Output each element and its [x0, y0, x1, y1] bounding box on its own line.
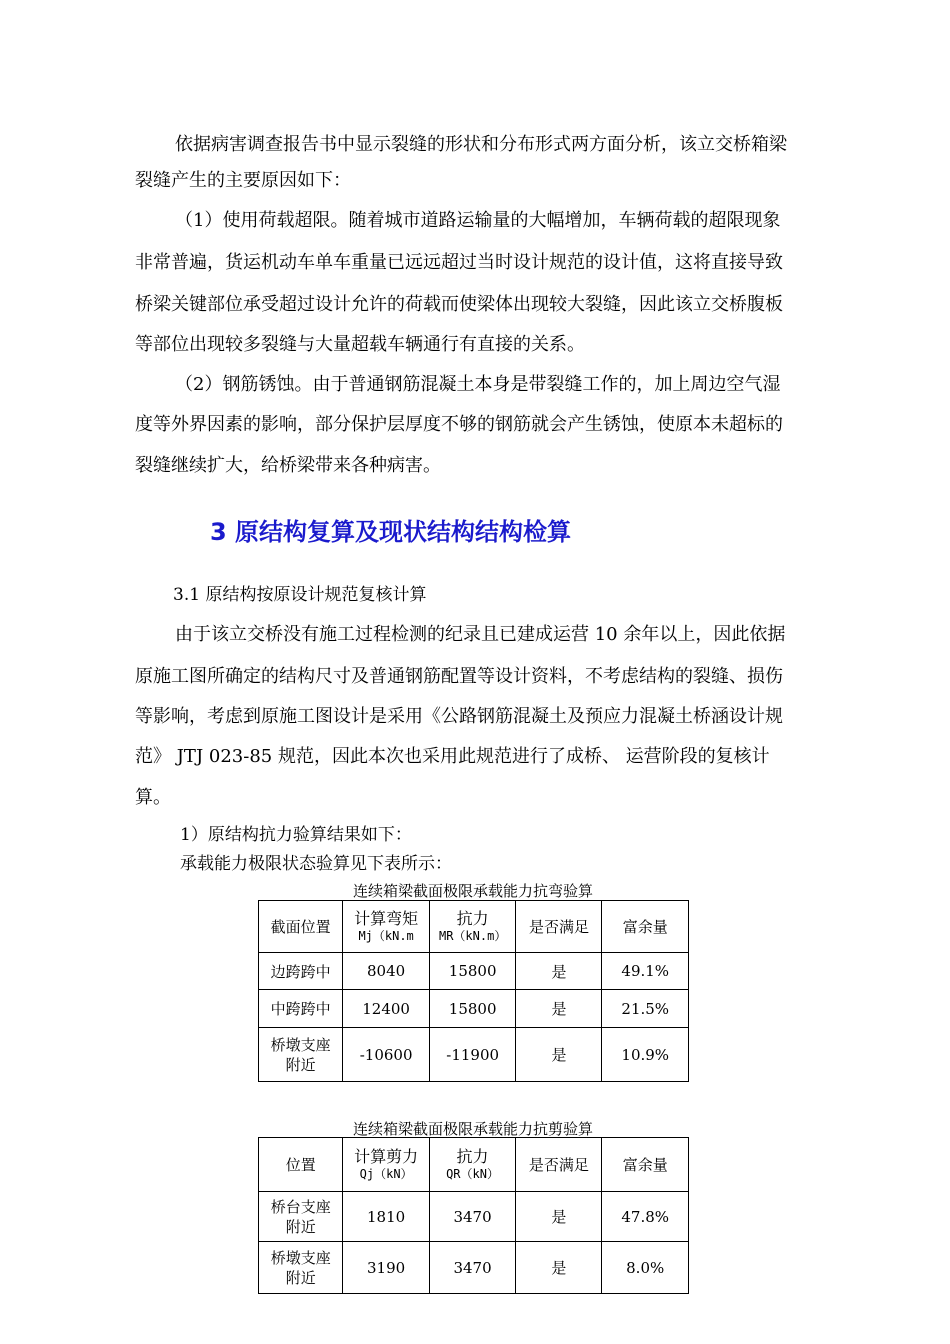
header-cell: 是否满足	[516, 1138, 602, 1192]
header-cell: 是否满足	[516, 901, 602, 953]
text-line: 度等外界因素的影响，部分保护层厚度不够的钢筋就会产生锈蚀，使原本未超标的	[135, 414, 783, 435]
table-cell: 桥墩支座附近	[259, 1242, 343, 1294]
text-line: 等部位出现较多裂缝与大量超载车辆通行有直接的关系。	[135, 334, 585, 355]
text-line: 由于该立交桥没有施工过程检测的纪录且已建成运营 10 余年以上，因此依据	[175, 624, 786, 645]
table-cell: 中跨跨中	[259, 990, 343, 1028]
table-cell: 15800	[429, 953, 516, 990]
subsection-heading: 3.1 原结构按原设计规范复核计算	[173, 585, 427, 605]
text-line: 依据病害调查报告书中显示裂缝的形状和分布形式两方面分析，该立交桥箱梁	[175, 134, 787, 155]
table-cell: 是	[516, 1192, 602, 1242]
table-row	[259, 1192, 689, 1242]
table-row	[259, 990, 689, 1028]
table-cell: 桥台支座附近	[259, 1192, 343, 1242]
table-cell: 是	[516, 1028, 602, 1082]
header-cell: 截面位置	[259, 901, 343, 953]
table-cell: 桥墩支座附近	[259, 1028, 343, 1082]
table-cell: 是	[516, 990, 602, 1028]
text-line: 算。	[135, 787, 171, 808]
text-line: 范》 JTJ 023-85 规范，因此本次也采用此规范进行了成桥、 运营阶段的复核计	[135, 746, 770, 767]
table-row	[259, 953, 689, 990]
list-item-note: 承载能力极限状态验算见下表所示：	[180, 854, 452, 874]
table-cell: 3190	[343, 1242, 429, 1294]
text-line: （2）钢筋锈蚀。由于普通钢筋混凝土本身是带裂缝工作的，加上周边空气湿	[175, 374, 781, 395]
header-cell: 富余量	[602, 1138, 689, 1192]
table-cell: 47.8%	[602, 1192, 689, 1242]
list-item: 1）原结构抗力验算结果如下：	[180, 825, 412, 845]
header-cell: 抗力 MR（kN.m）	[429, 901, 516, 953]
text-line: 等影响，考虑到原施工图设计是采用《公路钢筋混凝土及预应力混凝土桥涵设计规	[135, 706, 783, 727]
table-cell: -10600	[343, 1028, 430, 1082]
table-cell: 1810	[343, 1192, 429, 1242]
table-cell: 49.1%	[602, 953, 689, 990]
text-line: 原施工图所确定的结构尺寸及普通钢筋配置等设计资料，不考虑结构的裂缝、损伤	[135, 666, 783, 687]
table-cell: 是	[516, 1242, 602, 1294]
table-row	[259, 1028, 689, 1082]
text-line: 非常普遍，货运机动车单车重量已远远超过当时设计规范的设计值，这将直接导致	[135, 252, 783, 273]
text-line: 裂缝继续扩大，给桥梁带来各种病害。	[135, 455, 441, 476]
bending-check-table	[258, 900, 689, 1082]
header-cell: 富余量	[602, 901, 689, 953]
table-cell: -11900	[429, 1028, 516, 1082]
table-cell: 3470	[429, 1192, 515, 1242]
table-cell: 是	[516, 953, 602, 990]
shear-check-table	[258, 1137, 689, 1294]
table-cell: 15800	[429, 990, 516, 1028]
header-cell: 位置	[259, 1138, 343, 1192]
header-cell: 计算弯矩 Mj（kN.m	[343, 901, 430, 953]
table-header-row	[259, 901, 689, 953]
section-heading: 3 原结构复算及现状结构结构检算	[210, 518, 572, 546]
header-cell: 抗力 QR（kN）	[429, 1138, 515, 1192]
table-row	[259, 1242, 689, 1294]
table-caption: 连续箱梁截面极限承载能力抗剪验算	[352, 1120, 593, 1138]
table-cell: 8.0%	[602, 1242, 689, 1294]
table-cell: 8040	[343, 953, 430, 990]
table-cell: 12400	[343, 990, 430, 1028]
table-cell: 10.9%	[602, 1028, 689, 1082]
text-line: 裂缝产生的主要原因如下：	[135, 170, 351, 191]
table-cell: 21.5%	[602, 990, 689, 1028]
table-caption: 连续箱梁截面极限承载能力抗弯验算	[352, 882, 593, 900]
table-cell: 边跨跨中	[259, 953, 343, 990]
header-cell: 计算剪力 Qj（kN）	[343, 1138, 429, 1192]
text-line: 桥梁关键部位承受超过设计允许的荷载而使梁体出现较大裂缝，因此该立交桥腹板	[135, 294, 783, 315]
table-header-row	[259, 1138, 689, 1192]
table-cell: 3470	[429, 1242, 515, 1294]
text-line: （1）使用荷载超限。随着城市道路运输量的大幅增加，车辆荷载的超限现象	[175, 210, 781, 231]
